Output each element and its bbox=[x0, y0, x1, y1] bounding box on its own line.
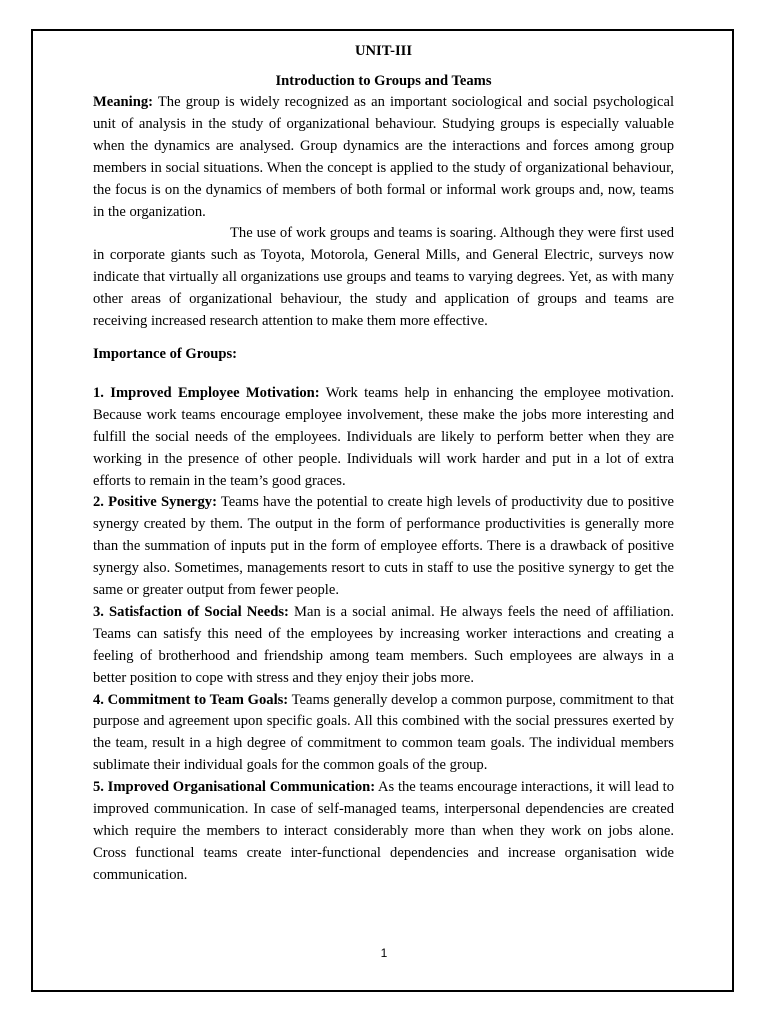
point-text: Teams generally develop a common purpose, commitment to that purpose and agreement upon specific goals. All this combined with the social pressures exerted by the team, result in a high degree of commitment to common team goals. The individual members sublimate their individual goals for the common goals of the group. bbox=[93, 691, 674, 774]
meaning-text: The group is widely recognized as an important sociological and social psychological unit of analysis in the study of organizational behaviour. Studying groups is especially valuable when the dynamics are analysed. Group dynamics are the interactions and forces among group members in social situations. When the concept is applied to the study of organizational behaviour, the focus is on the dynamics of members of both formal or informal work groups and, now, teams in the organization. bbox=[93, 94, 674, 220]
unit-label: UNIT-III bbox=[354, 43, 413, 59]
point-label: 4. Commitment to Team Goals: bbox=[93, 691, 289, 708]
point-social-needs bbox=[93, 602, 674, 690]
point-label: 5. Improved Organisational Communication: bbox=[93, 779, 376, 796]
meaning-label: Meaning: bbox=[93, 94, 153, 110]
point-text: Teams have the potential to create high levels of productivity due to positive synergy created by them. The output in the form of performance productivities is generally more than the summation of inputs put in the form of employee efforts. There is a drawback of positive synergy also. Sometimes, managements resort to cuts in staff to use the positive synergy to get the same or greater output from fewer people. bbox=[93, 494, 674, 599]
document-body bbox=[93, 40, 674, 887]
point-improved-motivation bbox=[93, 383, 674, 493]
importance-heading: Importance of Groups: bbox=[93, 345, 238, 362]
page-number: 1 bbox=[380, 946, 388, 960]
usage-paragraph: The use of work groups and teams is soaring. Although they were first used in corporate giants such as Toyota, Motorola, General Mills, and General Electric, surveys now indicate that virtually all organizations use groups and teams to varying degrees. Yet, as with many other areas of organizational behaviour, the study and application of groups and teams are receiving increased research attention to make them more effective. bbox=[93, 225, 674, 330]
point-label: 2. Positive Synergy: bbox=[93, 494, 217, 511]
page-title: Introduction to Groups and Teams bbox=[275, 73, 492, 89]
point-label: 1. Improved Employee Motivation: bbox=[93, 384, 320, 401]
point-text: As the teams encourage interactions, it will lead to improved communication. In case of self-managed teams, interpersonal dependencies are created which require the members to interact considerably more than when they work on jobs alone. Cross functional teams create inter-functional dependencies and increase organisation wide communication. bbox=[93, 779, 674, 883]
point-label: 3. Satisfaction of Social Needs: bbox=[93, 603, 289, 620]
point-text: Work teams help in enhancing the employee motivation. Because work teams encourage employee involvement, these make the jobs more interesting and fulfill the social needs of the employees. Individuals are likely to perform better when they are working in the presence of other people. Individuals will work harder and put in a lot of extra efforts to remain in the team’s good graces. bbox=[93, 384, 674, 489]
point-text: Man is a social animal. He always feels the need of affiliation. Teams can satisfy this need of the employees by increasing worker interactions and creating a feeling of brotherhood and friendship among team members. Such employees are always in a better position to cope with stress and they enjoy their jobs more. bbox=[93, 603, 674, 686]
meaning-paragraph bbox=[93, 92, 674, 223]
point-organisational-communication bbox=[93, 777, 674, 887]
importance-points bbox=[93, 383, 674, 887]
point-team-goals bbox=[93, 690, 674, 778]
point-positive-synergy bbox=[93, 492, 674, 602]
